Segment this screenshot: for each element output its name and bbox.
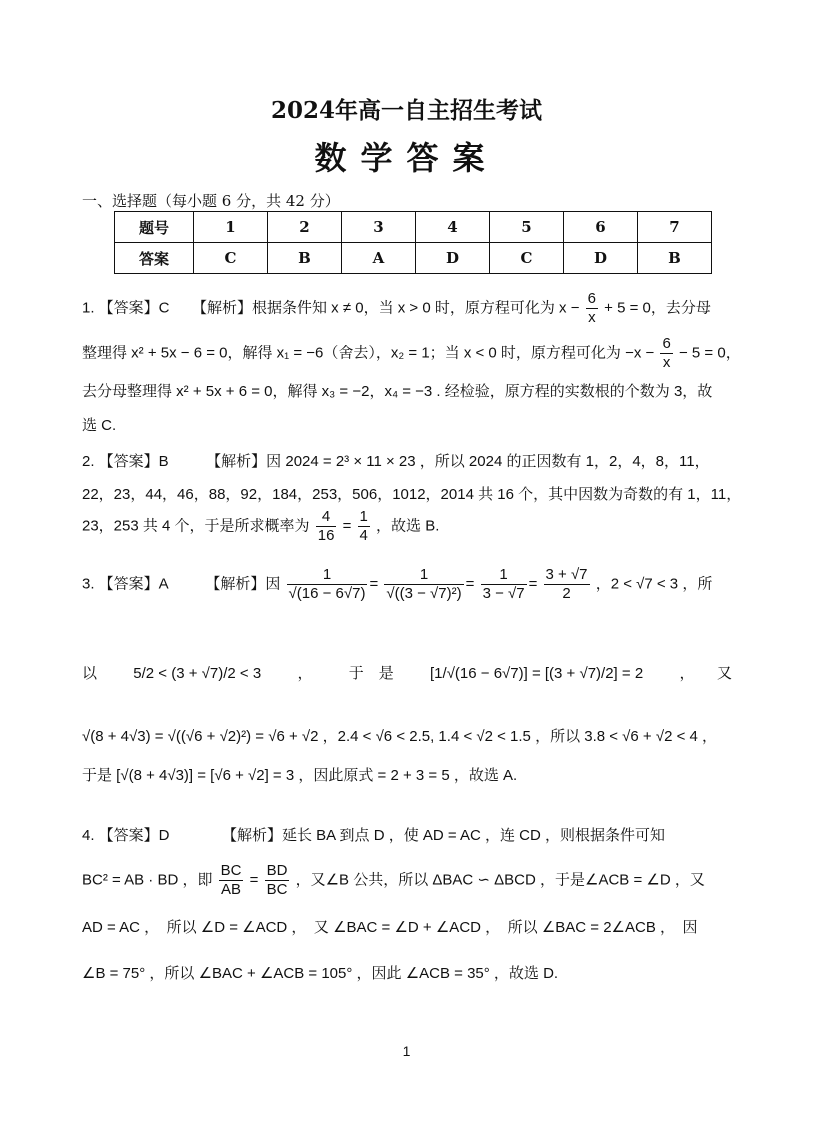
numerator: 6	[662, 335, 671, 352]
q1-text: + 5 = 0，去分母	[604, 299, 711, 317]
page-title: 2024年高一自主招生考试	[270, 97, 542, 124]
table-cell: 2	[268, 212, 342, 243]
q1-text: 1. 【答案】C 【解析】根据条件知 x ≠ 0，当 x > 0 时，原方程可化为 x −	[82, 299, 580, 317]
table-cell: D	[416, 243, 490, 274]
q2-text: ，故选 B.	[376, 517, 440, 535]
fraction	[358, 508, 370, 545]
equals-sign: =	[249, 871, 259, 889]
q3-expression: [1/√(16 − 6√7)] = [(3 + √7)/2] = 2	[430, 665, 644, 682]
numerator: 1	[287, 566, 368, 585]
q3-text: 于 是	[348, 665, 394, 682]
table-cell: 5	[490, 212, 564, 243]
q4-line-2	[82, 862, 705, 899]
table-cell: D	[564, 243, 638, 274]
q3-line-3: √(8 + 4√3) = √((√6 + √2)²) = √6 + √2 ，2.4 < √6 < 2.5, 1.4 < √2 < 1.5 ，所以 3.8 < √6 + √2 < 4 ，	[82, 728, 718, 745]
q4-text: BC² = AB · BD ，即	[82, 871, 213, 889]
page-number: 1	[402, 1043, 411, 1059]
table-cell: 7	[638, 212, 712, 243]
fraction	[316, 508, 337, 545]
fraction	[544, 566, 590, 603]
q3-text: ，	[297, 665, 313, 682]
denominator: BC	[266, 881, 288, 898]
denominator: x	[662, 354, 671, 371]
answer-table	[114, 211, 712, 274]
q2-line-3	[82, 508, 439, 545]
numerator: 1	[384, 566, 463, 585]
q2-text: 23，253 共 4 个，于是所求概率为	[82, 517, 310, 535]
denominator: √((3 − √7)²)	[386, 585, 462, 602]
table-cell: B	[268, 243, 342, 274]
q1-line-3: 去分母整理得 x² + 5x + 6 = 0，解得 x₃ = −2，x₄ = −3 . 经检验，原方程的实数根的个数为 3，故	[82, 383, 713, 400]
q4-line-4: ∠B = 75° ，所以 ∠BAC + ∠ACB = 105° ，因此 ∠ACB = 35° ，故选 D.	[82, 965, 559, 982]
q3-line-1: 3. 【答案】A 【解析】因 $\frac{1}{√(16 - 6√7)}$ = $\frac{1}{\text{√((3 − √7)²)}}$ = $\frac{1}{3 - √7}$ = $\frac{3 + √7}{2}$ ，2 < √7 < 3 ，所	[82, 566, 713, 602]
fraction	[481, 566, 527, 603]
numerator: 3 + √7	[545, 566, 588, 583]
denominator: 4	[359, 527, 368, 544]
table-cell: 3	[342, 212, 416, 243]
table-cell: 4	[416, 212, 490, 243]
numerator: 4	[316, 508, 337, 527]
denominator: 2	[562, 585, 571, 602]
denominator: 3 − √7	[482, 585, 525, 602]
q3-text: ， 又	[679, 665, 732, 682]
numerator: 6	[587, 290, 596, 307]
table-cell: C	[490, 243, 564, 274]
table-row-label: 题号	[115, 212, 194, 243]
numerator: 1	[359, 508, 368, 525]
denominator: √(16 − 6√7)	[288, 585, 366, 602]
q3-line-2	[82, 664, 732, 684]
table-cell: B	[638, 243, 712, 274]
table-cell: A	[342, 243, 416, 274]
fraction	[586, 290, 598, 327]
table-row	[115, 212, 712, 243]
section-heading: 一、选择题（每小题 6 分，共 42 分）	[82, 192, 340, 210]
numerator: BC	[220, 862, 242, 879]
equals-sign: =	[342, 517, 352, 535]
q4-line-1: 4. 【答案】D 【解析】延长 BA 到点 D ，使 AD = AC ，连 CD ，则根据条件可知	[82, 827, 665, 844]
q2-line-1: 2. 【答案】B 【解析】因 2024 = 2³ × 11 × 23 ，所以 2024 的正因数有 1，2，4，8，11，	[82, 453, 710, 470]
page-subtitle: 数学答案	[314, 139, 499, 177]
denominator: x	[588, 309, 596, 326]
q3-text: ，2 < √7 < 3 ，所	[595, 575, 713, 593]
table-row-label: 答案	[115, 243, 194, 274]
q4-line-3: AD = AC ， 所以 ∠D = ∠ACD ， 又 ∠BAC = ∠D + ∠ACD ， 所以 ∠BAC = 2∠ACB ， 因	[82, 919, 698, 936]
fraction	[287, 566, 368, 603]
table-row	[115, 243, 712, 274]
fraction	[660, 335, 672, 372]
numerator: BD	[266, 862, 288, 879]
fraction	[384, 566, 463, 603]
q3-text: 3. 【答案】A 【解析】因	[82, 575, 281, 593]
q1-line-4: 选 C.	[82, 417, 117, 434]
q3-line-4: 于是 [√(8 + 4√3)] = [√6 + √2] = 3 ，因此原式 = 2 + 3 = 5 ，故选 A.	[82, 767, 518, 784]
q1-line-1	[82, 290, 711, 327]
fraction	[265, 862, 290, 899]
q2-line-2: 22，23，44，46，88，92，184，253，506，1012，2014 共 16 个，其中因数为奇数的有 1，11，	[82, 486, 742, 503]
q1-text: − 5 = 0，	[678, 344, 741, 362]
q1-line-2	[82, 335, 741, 372]
table-cell: C	[194, 243, 268, 274]
table-cell: 1	[194, 212, 268, 243]
q3-text: 以	[82, 665, 98, 682]
q4-text: ，又∠B 公共，所以 ΔBAC ∽ ΔBCD ，于是∠ACB = ∠D ，又	[295, 871, 705, 889]
denominator: 16	[317, 527, 335, 544]
fraction	[219, 862, 244, 899]
numerator: 1	[481, 566, 527, 585]
table-cell: 6	[564, 212, 638, 243]
denominator: AB	[221, 881, 242, 898]
q3-inequality: 5/2 < (3 + √7)/2 < 3	[133, 665, 262, 682]
q1-text: 整理得 x² + 5x − 6 = 0，解得 x₁ = −6（舍去），x₂ = 1；当 x < 0 时，原方程可化为 −x −	[82, 344, 655, 362]
